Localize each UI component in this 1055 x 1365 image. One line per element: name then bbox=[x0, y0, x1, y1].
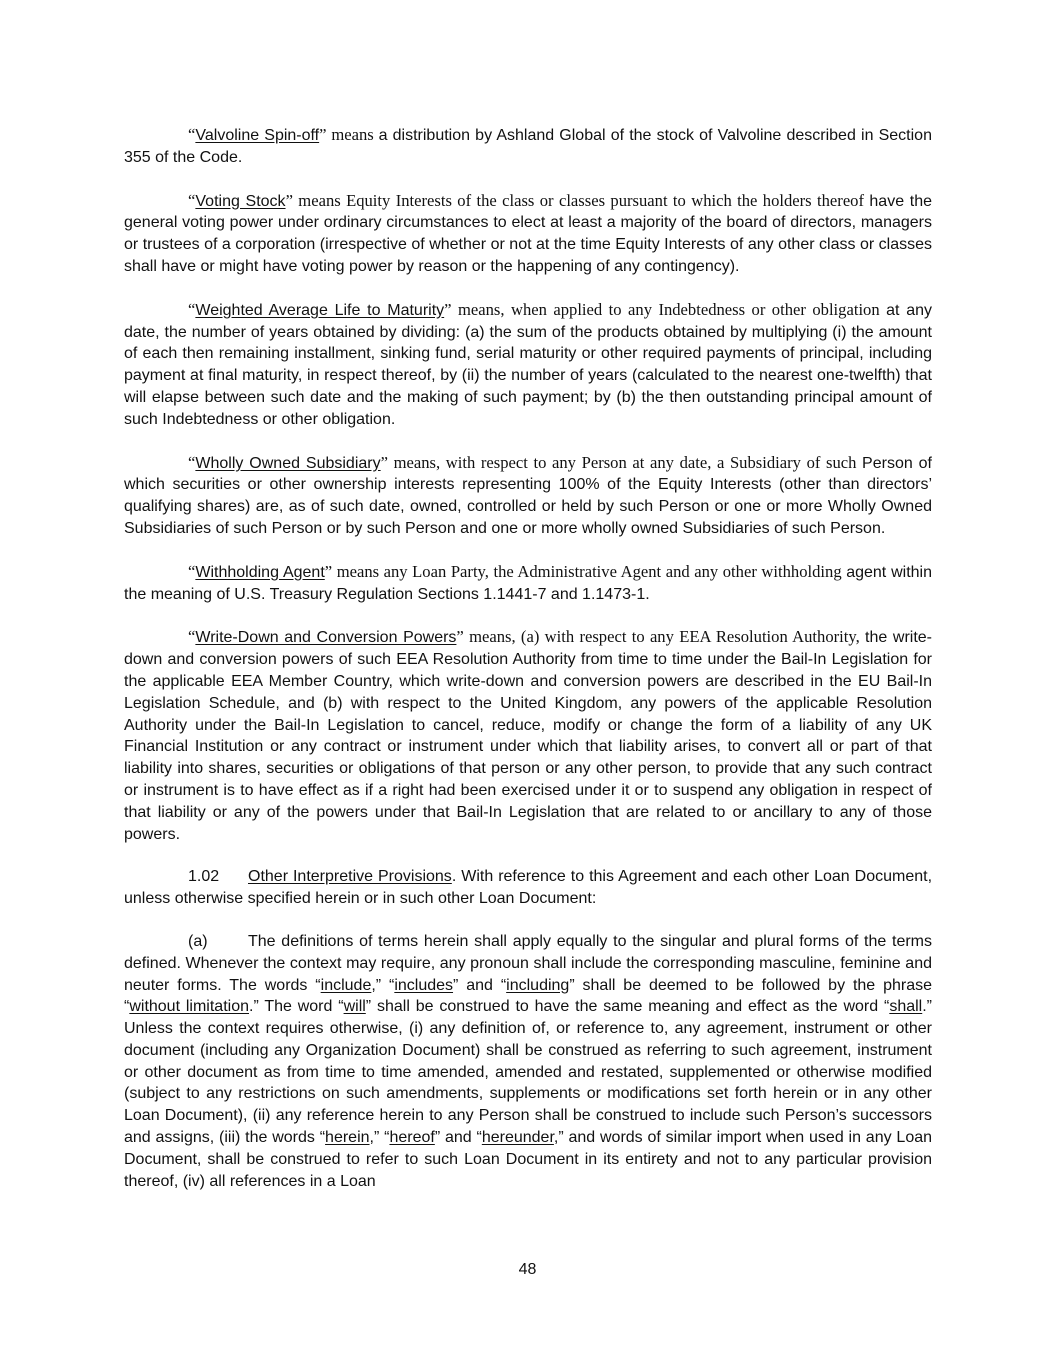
term-includes: includes bbox=[394, 976, 454, 994]
definition-valvoline-spin-off: “Valvoline Spin-off” means a distribution by Ashland Global of the stock of Valvoline described in Section 355 of the Code. bbox=[124, 125, 932, 166]
term-will: will bbox=[343, 998, 366, 1016]
definition-write-down-conversion-powers: “Write-Down and Conversion Powers” means, (a) with respect to any EEA Resolution Authority, the write-down and conversion powers of such EEA Resolution Authority from time to time under the Bail-In Legislation for the applicable EEA Member Country, which write-down and conversion powers are described in the EU Bail-In Legislation Schedule, and (b) with respect to the United Kingdom, any powers of the applicable Resolution Authority under the Bail-In Legislation to cancel, reduce, modify or change the form of a liability of any UK Financial Institution or any contract or instrument under which that liability arises, to convert all or part of that liability into shares, securities or obligations of that person or any other person, to provide that any such contract or instrument is to have effect as if a right had been exercised under it or to suspend any obligation in respect of that liability or any of the powers under that Bail-In Legislation that are related to or ancillary to any of those powers. bbox=[124, 627, 932, 843]
term-herein: herein bbox=[325, 1129, 370, 1147]
defined-term: Weighted Average Life to Maturity bbox=[195, 301, 445, 319]
item-label: (a) bbox=[188, 932, 208, 950]
term-hereof: hereof bbox=[389, 1129, 435, 1147]
definition-weighted-average-life: “Weighted Average Life to Maturity” means, when applied to any Indebtedness or other obligation at any date, the number of years obtained by dividing: (a) the sum of the products obtained by multiplying (i) the amount of each then remaining installment, sinking fund, serial maturity or other required payments of principal, including payment at final maturity, in respect thereof, by (ii) the number of years (calculated to the nearest one-twelfth) that will elapse between such date and the making of such payment; by (b) the then outstanding principal amount of such Indebtedness or other obligation. bbox=[124, 299, 933, 428]
definition-wholly-owned-subsidiary: “Wholly Owned Subsidiary” means, with respect to any Person at any date, a Subsidiary of such Person of which securities or other ownership interests representing 100% of the Equity Interests (other than directors’ qualifying shares) are, as of such date, owned, controlled or held by such Person or one or more Wholly Owned Subsidiaries of such Person or by such Person and one or more wholly owned Subsidiaries of such Person. bbox=[124, 452, 933, 537]
defined-term: Withholding Agent bbox=[195, 563, 325, 581]
section-title: Other Interpretive Provisions bbox=[248, 868, 452, 886]
term-shall: shall bbox=[889, 998, 923, 1016]
definition-voting-stock: “Voting Stock” means Equity Interests of the class or classes pursuant to which the holders thereof have the general voting power under ordinary circumstances to elect at least a majority of the board of directors, managers or trustees of a corporation (irrespective of whether or not at the time Equity Interests of any other class or classes shall have or might have voting power by reason or the happening of any contingency). bbox=[124, 190, 933, 275]
document-page bbox=[124, 124, 932, 1213]
term-hereunder: hereunder bbox=[481, 1129, 554, 1147]
section-text: . With reference to this Agreement and each other Loan Document, unless otherwise specified herein or in such other Loan Document: bbox=[124, 868, 933, 908]
defined-term: Valvoline Spin-off bbox=[195, 127, 320, 144]
section-number: 1.02 bbox=[188, 868, 220, 886]
term-without-limitation: without limitation bbox=[129, 998, 249, 1016]
term-include: include bbox=[320, 976, 372, 994]
definition-withholding-agent: “Withholding Agent” means any Loan Party, the Administrative Agent and any other withholding agent within the meaning of U.S. Treasury Regulation Sections 1.1441-7 and 1.1473-1. bbox=[124, 561, 932, 603]
defined-term: Write-Down and Conversion Powers bbox=[195, 629, 457, 647]
defined-term: Wholly Owned Subsidiary bbox=[195, 454, 381, 472]
defined-term: Voting Stock bbox=[195, 192, 286, 210]
item-a: (a) The definitions of terms herein shall apply equally to the singular and plural forms of the terms defined. Whenever the context may require, any pronoun shall include the corresponding masculine, feminine and neuter forms. The words “include,” “includes” and “including” shall be deemed to be followed by the phrase “without limitation.” The word “will” shall be construed to have the same meaning and effect as the word “shall.” Unless the context requires otherwise, (i) any definition of, or reference to, any agreement, instrument or other document (including any Organization Document) shall be construed as referring to such agreement, instrument or other document as from time to time amended, amended and restated, supplemented or otherwise modified (subject to any restrictions on such amendments, supplements or modifications set forth herein or in any other Loan Document), (ii) any reference herein to any Person shall be construed to include such Person’s successors and assigns, (iii) the words “herein,” “hereof” and “hereunder,” and words of similar import when used in any Loan Document, shall be construed to refer to such Loan Document in its entirety and not to any particular provision thereof, (iv) all references in a Loan bbox=[124, 932, 933, 1190]
page-number: 48 bbox=[518, 1261, 537, 1278]
section-1-02 bbox=[124, 866, 932, 910]
term-including: including bbox=[506, 976, 570, 994]
